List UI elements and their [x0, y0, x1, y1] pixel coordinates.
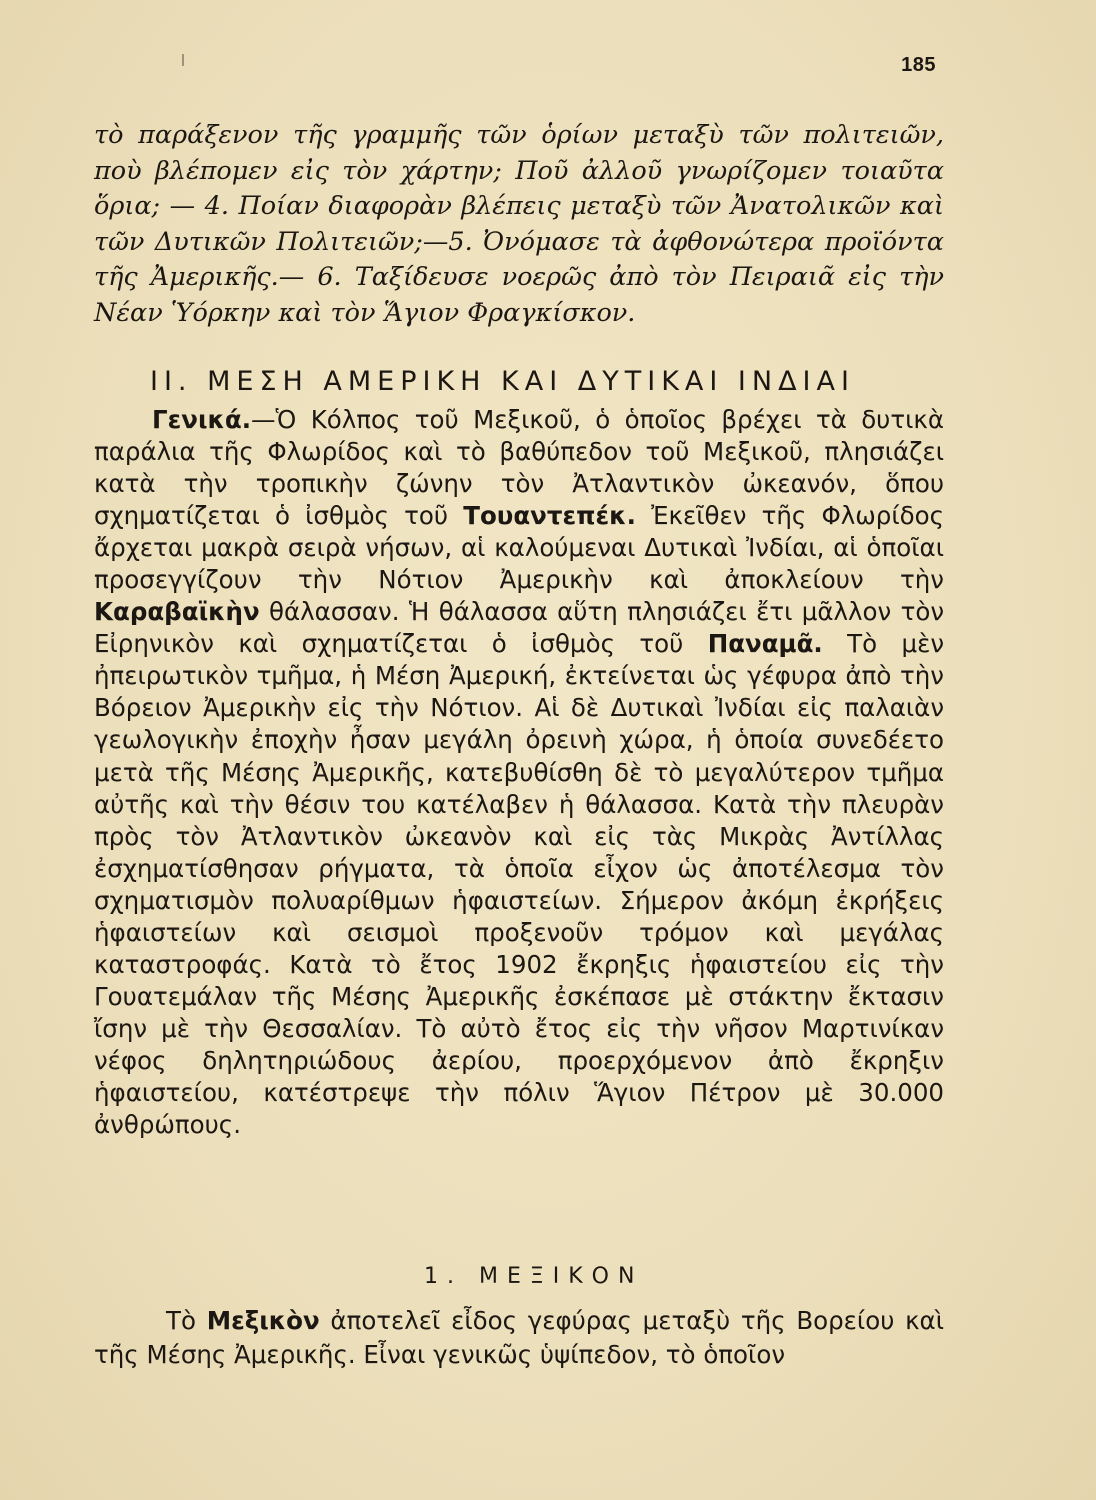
term-caribbean: Καραβαϊκὴν: [94, 597, 260, 627]
page-number: 185: [901, 54, 936, 76]
margin-mark: [182, 54, 184, 66]
subsection-body: [94, 1304, 944, 1372]
term-panama: Παναμᾶ.: [707, 629, 823, 659]
body-text-3: θάλασσαν. Ἡ θάλασσα αὕτη πλησιάζει ἔτι μᾶλλον τὸν Εἰρηνικὸν καὶ σχηματίζεται ὁ ἰσθμὸς τοῦ: [94, 597, 944, 659]
exercise-questions: τὸ παράξενον τῆς γραμμῆς τῶν ὁρίων μεταξὺ τῶν πολιτειῶν, ποὺ βλέπομεν εἰς τὸν χάρτην; Ποῦ ἀλλοῦ γνωρίζομεν τοιαῦτα ὅρια; — 4. Ποίαν διαφορὰν βλέπεις μεταξὺ τῶν Ἀνατολικῶν καὶ τῶν Δυτικῶν Πολιτειῶν;—5. Ὀνόμασε τὰ ἀφθονώτερα προϊόντα τῆς Ἀμερικῆς.— 6. Ταξίδευσε νοερῶς ἀπὸ τὸν Πειραιᾶ εἰς τὴν Νέαν Ὑόρκην καὶ τὸν Ἅγιον Φραγκίσκον.: [94, 120, 944, 328]
lead-term: Γενικά.: [152, 405, 252, 434]
body-text-1: —Ὁ Κόλπος τοῦ Μεξικοῦ, ὁ ὁποῖος βρέχει τὰ δυτικὰ παράλια τῆς Φλωρίδος καὶ τὸ βαθύπεδον τοῦ Μεξικοῦ, πλησιάζει κατὰ τὴν τροπικὴν ζώνην τὸν Ἀτλαντικὸν ὠκεανόν, ὅπου σχηματίζεται ὁ ἰσθμὸς τοῦ: [94, 405, 944, 531]
body-text-4: Τὸ μὲν ἠπειρωτικὸν τμῆμα, ἡ Μέση Ἀμερική, ἐκτείνεται ὡς γέφυρα ἀπὸ τὴν Βόρειον Ἀμερικὴν εἰς τὴν Νότιον. Αἱ δὲ Δυτικαὶ Ἰνδίαι εἰς παλαιὰν γεωλογικὴν ἐποχὴν ἦσαν μεγάλη ὀρεινὴ χώρα, ἡ ὁποία συνεδέετο μετὰ τῆς Μέσης Ἀμερικῆς, κατεβυθίσθη δὲ τὸ μεγαλύτερον τμῆμα αὐτῆς καὶ τὴν θέσιν του κατέλαβεν ἡ θάλασσα. Κατὰ τὴν πλευρὰν πρὸς τὸν Ἀτλαντικὸν ὠκεανὸν καὶ εἰς τὰς Μικρὰς Ἀντίλλας ἐσχηματίσθησαν ρήγματα, τὰ ὁποῖα εἶχον ὡς ἀποτέλεσμα τὸν σχηματισμὸν πολυαρίθμων ἡφαιστείων. Σήμερον ἀκόμη ἐκρήξεις ἡφαιστείων καὶ σεισμοὶ προξενοῦν τρόμον καὶ μεγάλας καταστροφάς. Κατὰ τὸ ἔτος 1902 ἔκρηξις ἡφαιστείου εἰς τὴν Γουατεμάλαν τῆς Μέσης Ἀμερικῆς ἐσκέπασε μὲ στάκτην ἔκτασιν ἴσην μὲ τὴν Θεσσαλίαν. Τὸ αὐτὸ ἔτος εἰς τὴν νῆσον Μαρτινίκαν νέφος δηλητηριώδους ἀερίου, προερχόμενον ἀπὸ ἔκρηξιν ἡφαιστείου, κατέστρεψε τὴν πόλιν Ἅγιον Πέτρον μὲ 30.000 ἀνθρώπους.: [94, 629, 945, 1140]
mexico-text-after: ἀποτελεῖ εἶδος γεφύρας μεταξὺ τῆς Βορείου καὶ τῆς Μέσης Ἀμερικῆς. Εἶναι γενικῶς ὑψίπεδον, τὸ ὁποῖον: [94, 1306, 944, 1369]
section-body: [94, 404, 944, 1141]
body-text-2: Ἐκεῖθεν τῆς Φλωρίδος ἄρχεται μακρὰ σειρὰ νήσων, αἱ καλούμεναι Δυτικαὶ Ἰνδίαι, αἱ ὁποῖαι προσεγγίζουν τὴν Νότιον Ἀμερικὴν καὶ ἀποκλείουν τὴν: [94, 501, 944, 595]
subsection-heading: 1. ΜΕΞΙΚΟΝ: [424, 1264, 644, 1289]
mexico-text-before: Τὸ: [166, 1306, 207, 1335]
term-tehuantepec: Τουαντεπέκ.: [463, 501, 636, 531]
term-mexico: Μεξικὸν: [206, 1306, 320, 1335]
section-heading: II. ΜΕΣΗ ΑΜΕΡΙΚΗ ΚΑΙ ΔΥΤΙΚΑΙ ΙΝΔΙΑΙ: [150, 366, 855, 397]
